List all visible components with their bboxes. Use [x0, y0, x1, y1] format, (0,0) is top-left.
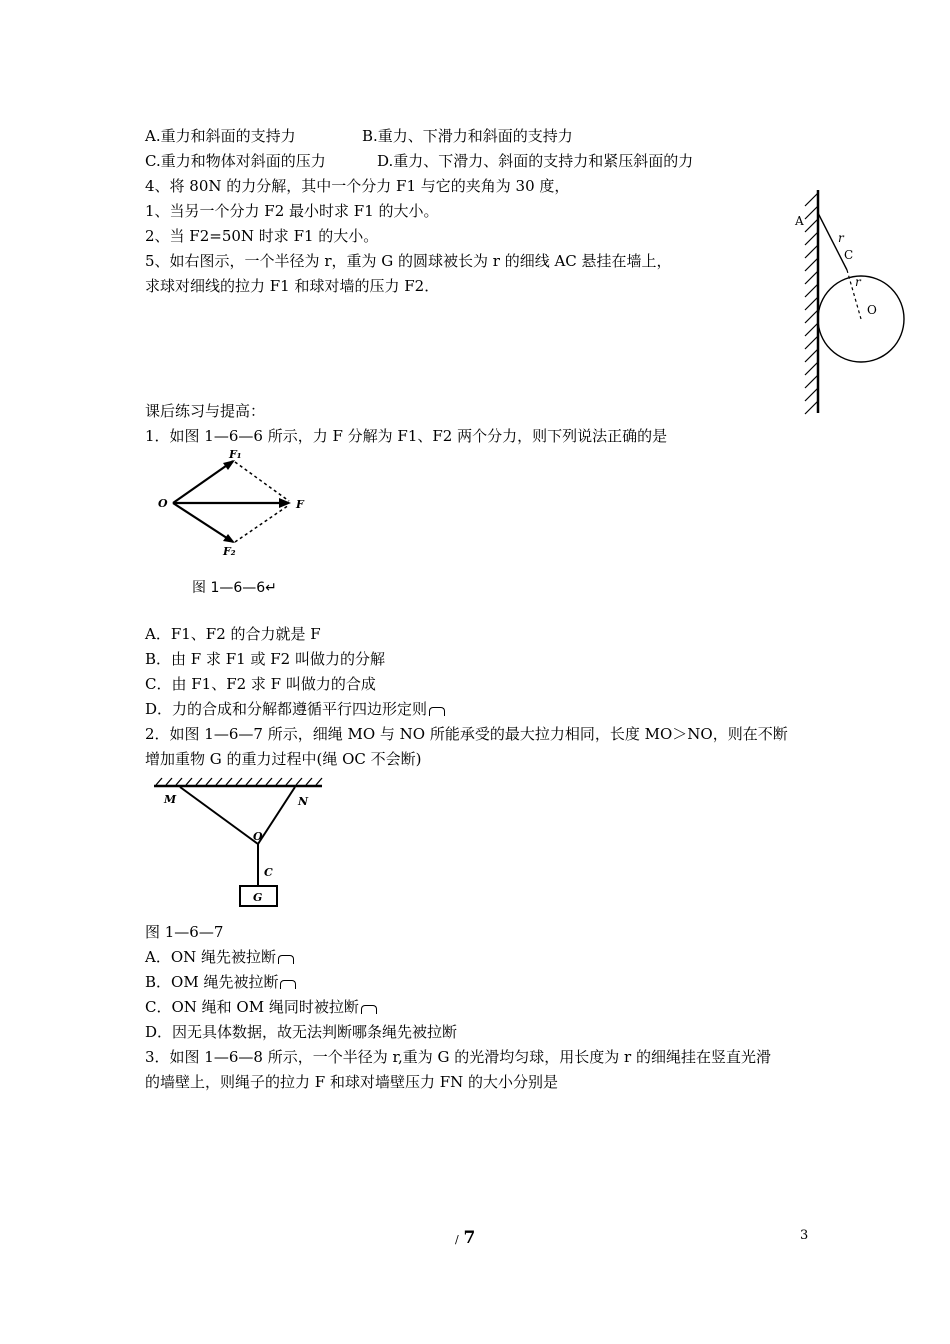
p1-option-d: D．力的合成和分解都遵循平行四边形定则 [145, 700, 428, 718]
force-decomposition-figure [155, 448, 315, 560]
p2-option-c-row [145, 997, 377, 1017]
fig2-label-n: N [298, 795, 309, 808]
arrow-f2 [173, 503, 233, 542]
p2-option-a: A．ON 绳先被拉断 [145, 948, 277, 966]
p2-line1: 2．如图 1—6—7 所示，细绳 MO 与 NO 所能承受的最大拉力相同，长度 MO＞NO，则在不断 [145, 725, 788, 743]
fig1-label-o: O [158, 497, 168, 510]
arrow-f1 [173, 461, 233, 503]
wall-hatching [805, 193, 818, 414]
section-title: 课后练习与提高： [145, 402, 266, 420]
q3-option-a: A.重力和斜面的支持力 [145, 127, 296, 145]
q3-option-b: B.重力、下滑力和斜面的支持力 [362, 127, 573, 145]
q5-line2: 求球对细线的拉力 F1 和球对墙的压力 F2． [145, 277, 440, 295]
dashed-f1-to-f [235, 462, 289, 501]
arrowhead-f [279, 498, 291, 508]
footer-page-total [455, 1228, 475, 1248]
dashed-f2-to-f [235, 505, 289, 542]
arrowhead-f1 [223, 460, 235, 470]
fig1-label-f: F [296, 498, 304, 511]
footer-page-number: 3 [800, 1228, 809, 1243]
fig1-label-f2: F₂ [223, 545, 236, 558]
p2-line2: 增加重物 G 的重力过程中(绳 OC 不会断) [145, 750, 422, 768]
paragraph-mark-icon [361, 1005, 377, 1014]
fig1-caption: 图 1—6—6↵ [192, 580, 277, 596]
p2-option-d: D．因无具体数据，故无法判断哪条绳先被拉断 [145, 1023, 458, 1041]
label-r-radius: r [855, 275, 861, 289]
q4-stem: 4、将 80N 的力分解，其中一个分力 F1 与它的夹角为 30 度， [145, 177, 570, 195]
rope-no [258, 787, 295, 844]
p1-stem: 1．如图 1—6—6 所示，力 F 分解为 F1、F2 两个分力，则下列说法正确的是 [145, 427, 668, 445]
q4-sub2: 2、当 F2=50N 时求 F1 的大小。 [145, 227, 379, 245]
p2-option-a-row [145, 947, 294, 967]
q3-option-d: D.重力、下滑力、斜面的支持力和紧压斜面的力 [377, 152, 694, 170]
arrowhead-f2 [223, 534, 235, 543]
q4-sub1: 1、当另一个分力 F2 最小时求 F1 的大小。 [145, 202, 439, 220]
p2-option-b-row [145, 972, 296, 992]
p1-option-a: A．F1、F2 的合力就是 F [145, 625, 321, 643]
label-r-rope: r [838, 231, 844, 245]
paragraph-mark-icon [278, 955, 294, 964]
footer-slash: / [455, 1233, 459, 1246]
rope-weight-figure [150, 776, 330, 911]
fig2-label-g: G [253, 891, 263, 904]
label-a: A [795, 214, 804, 228]
paragraph-mark-icon [280, 980, 296, 989]
fig1-label-f1: F₁ [229, 448, 242, 461]
fig2-label-m: M [164, 793, 177, 806]
p1-option-d-row [145, 699, 445, 719]
p2-option-c: C．ON 绳和 OM 绳同时被拉断 [145, 998, 359, 1016]
q5-line1: 5、如右图示，一个半径为 r，重为 G 的圆球被长为 r 的细线 AC 悬挂在墙上， [145, 252, 672, 270]
wall-ball-figure [780, 185, 920, 420]
q3-option-c: C.重力和物体对斜面的压力 [145, 152, 326, 170]
paragraph-mark-icon [429, 707, 445, 716]
p1-option-c: C．由 F1、F2 求 F 叫做力的合成 [145, 675, 376, 693]
ceiling-hatching [156, 778, 322, 785]
p1-option-b: B．由 F 求 F1 或 F2 叫做力的分解 [145, 650, 385, 668]
p2-option-b: B．OM 绳先被拉断 [145, 973, 279, 991]
label-o: O [867, 303, 877, 317]
fig2-caption: 图 1—6—7 [145, 923, 224, 941]
p3-line2: 的墙壁上，则绳子的拉力 F 和球对墙壁压力 FN 的大小分别是 [145, 1073, 559, 1091]
fig2-label-o: O [253, 830, 263, 843]
rope-mo [180, 787, 258, 844]
footer-total-pages: 7 [463, 1228, 476, 1248]
label-c: C [844, 248, 854, 262]
fig2-label-c: C [264, 866, 273, 879]
p3-line1: 3．如图 1—6—8 所示，一个半径为 r,重为 G 的光滑均匀球，用长度为 r 的细绳挂在竖直光滑 [145, 1048, 771, 1066]
